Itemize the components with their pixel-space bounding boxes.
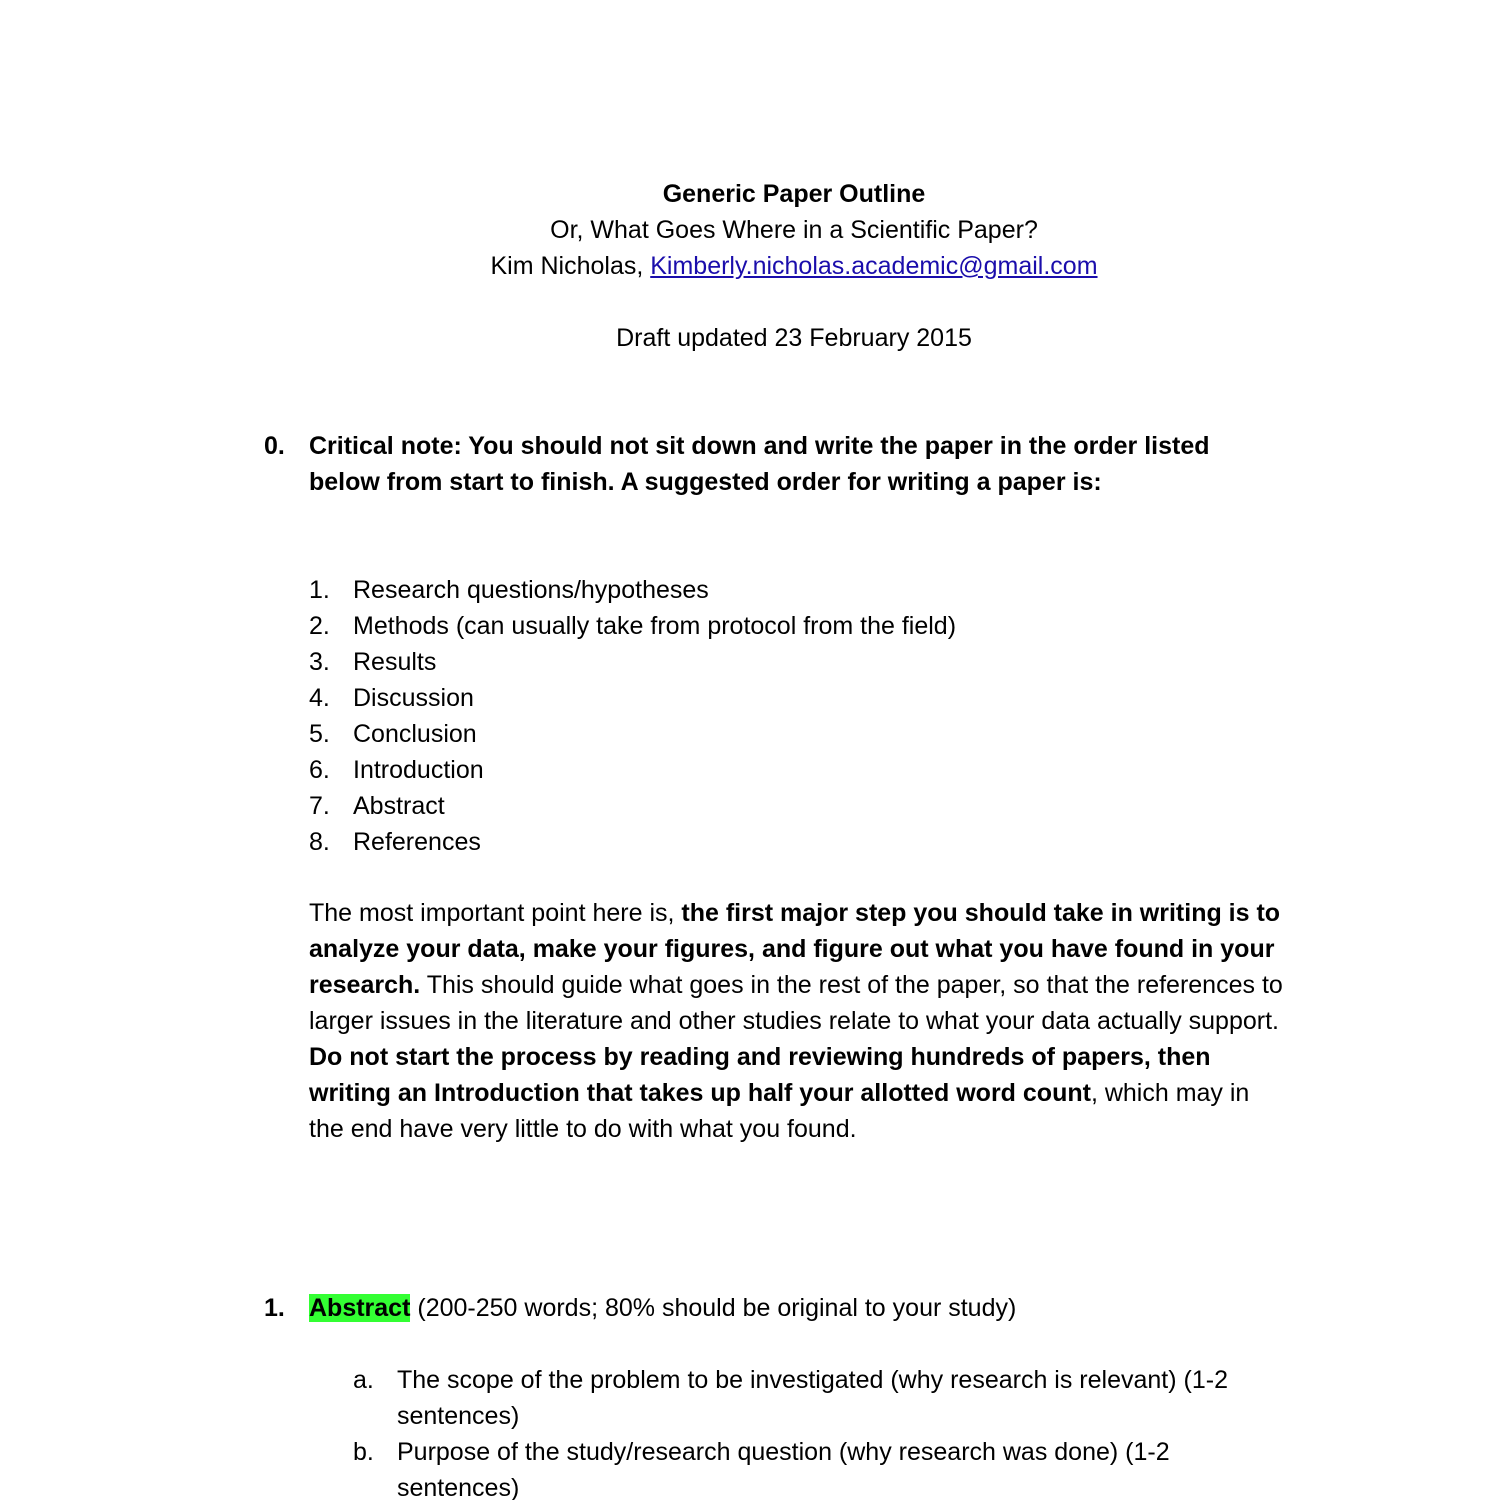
list-item <box>353 1362 1283 1434</box>
important-point-paragraph <box>309 895 1284 1147</box>
list-item <box>353 1434 1283 1500</box>
author-name: Kim Nicholas, <box>490 252 651 280</box>
list-item-number: 1. <box>309 576 330 604</box>
list-item <box>309 608 956 644</box>
paragraph-text-3: , which may in the end have very little to do with what you found. <box>309 1079 1250 1143</box>
list-item <box>309 572 956 608</box>
note-number: 0. <box>264 432 285 460</box>
author-line <box>0 248 1500 284</box>
document-subtitle: Or, What Goes Where in a Scientific Paper? <box>550 216 1038 244</box>
list-item-label: Discussion <box>353 684 474 712</box>
abstract-highlighted-label: Abstract <box>309 1294 411 1322</box>
list-item <box>309 644 956 680</box>
draft-date: Draft updated 23 February 2015 <box>616 324 972 352</box>
paragraph-bold-2: Do not start the process by reading and reviewing hundreds of papers, then writing an Introduction that takes up half your allotted word count <box>309 1043 1211 1107</box>
abstract-number: 1. <box>264 1294 285 1322</box>
list-item <box>309 680 956 716</box>
list-item-number: 4. <box>309 684 330 712</box>
paragraph-bold-1: the first major step you should take in writing is to analyze your data, make your figures, and figure out what you have found in your research. <box>309 899 1281 999</box>
list-item-number: 3. <box>309 648 330 676</box>
abstract-detail: (200-250 words; 80% should be original to your study) <box>410 1294 1017 1322</box>
list-item-label: Results <box>353 648 437 676</box>
abstract-sub-list <box>353 1362 1283 1500</box>
list-item-number: 6. <box>309 756 330 784</box>
note-text: Critical note: You should not sit down and write the paper in the order listed below from start to finish. A suggested order for writing a paper is: <box>309 432 1210 496</box>
list-item-number: 5. <box>309 720 330 748</box>
list-item-label: Research questions/hypotheses <box>353 576 709 604</box>
list-item-number: 7. <box>309 792 330 820</box>
list-item-label: Conclusion <box>353 720 477 748</box>
paragraph-text-2: This should guide what goes in the rest of the paper, so that the references to larger issues in the literature and other studies relate to what your data actually support. <box>309 971 1283 1035</box>
abstract-heading <box>309 1290 1284 1326</box>
list-item-number: 2. <box>309 612 330 640</box>
list-item-label: Purpose of the study/research question (why research was done) (1-2 sentences) <box>397 1438 1170 1500</box>
list-item <box>309 716 956 752</box>
abstract-section <box>264 1290 1284 1326</box>
list-item-number: 8. <box>309 828 330 856</box>
list-item <box>309 824 956 860</box>
list-item-label: References <box>353 828 481 856</box>
list-item <box>309 788 956 824</box>
document-header <box>0 176 1500 356</box>
critical-note <box>264 428 1284 500</box>
list-item <box>309 752 956 788</box>
list-item-label: Methods (can usually take from protocol from the field) <box>353 612 957 640</box>
list-item-letter: a. <box>353 1366 374 1394</box>
document-title: Generic Paper Outline <box>662 180 926 208</box>
list-item-label: Introduction <box>353 756 484 784</box>
paragraph-text-1: The most important point here is, <box>309 899 682 927</box>
author-email-link[interactable]: Kimberly.nicholas.academic@gmail.com <box>650 252 1098 280</box>
list-item-label: The scope of the problem to be investigated (why research is relevant) (1-2 sentences) <box>397 1366 1228 1430</box>
writing-order-list <box>309 572 956 860</box>
list-item-letter: b. <box>353 1438 374 1466</box>
list-item-label: Abstract <box>353 792 445 820</box>
